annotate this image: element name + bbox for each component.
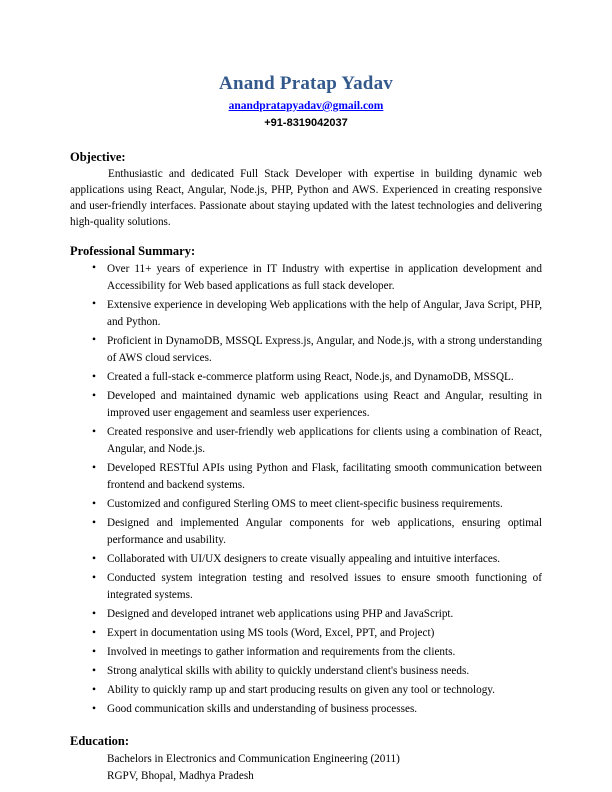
- candidate-name: Anand Pratap Yadav: [219, 73, 393, 94]
- education-degree: Bachelors in Electronics and Communication Engineering (2011): [107, 753, 400, 766]
- professional-summary-list: [70, 261, 542, 718]
- education-entry: [70, 751, 542, 785]
- education-heading: Education:: [70, 734, 130, 749]
- list-item: • Strong analytical skills with ability to quickly understand client's business needs.: [70, 663, 542, 680]
- list-item: • Over 11+ years of experience in IT Industry with expertise in application development and Accessibility for Web based applications as full stack developer.: [70, 261, 542, 295]
- list-item: • Collaborated with UI/UX designers to create visually appealing and intuitive interfaces.: [70, 551, 542, 568]
- list-item: • Customized and configured Sterling OMS to meet client-specific business requirements.: [70, 496, 542, 513]
- list-item: • Ability to quickly ramp up and start producing results on given any tool or technology.: [70, 682, 542, 699]
- list-item: • Created responsive and user-friendly web applications for clients using a combination of React, Angular, and Node.js.: [70, 424, 542, 458]
- objective-heading: Objective:: [70, 150, 126, 165]
- list-item: • Designed and implemented Angular components for web applications, ensuring optimal performance and usability.: [70, 515, 542, 549]
- list-item: • Designed and developed intranet web applications using PHP and JavaScript.: [70, 606, 542, 623]
- list-item: • Developed RESTful APIs using Python and Flask, facilitating smooth communication between frontend and backend systems.: [70, 460, 542, 494]
- resume-header: [0, 0, 612, 130]
- list-item: • Proficient in DynamoDB, MSSQL Express.js, Angular, and Node.js, with a strong understanding of AWS cloud services.: [70, 333, 542, 367]
- list-item: • Created a full-stack e-commerce platform using React, Node.js, and DynamoDB, MSSQL.: [70, 369, 542, 386]
- list-item: • Extensive experience in developing Web applications with the help of Angular, Java Script, PHP, and Python.: [70, 297, 542, 331]
- list-item: • Conducted system integration testing and resolved issues to ensure smooth functioning of integrated systems.: [70, 570, 542, 604]
- phone-number: +91-8319042037: [264, 116, 348, 129]
- education-section: [70, 732, 542, 785]
- list-item: • Developed and maintained dynamic web applications using React and Angular, resulting in improved user engagement and seamless user experiences.: [70, 388, 542, 422]
- list-item: • Good communication skills and understanding of business processes.: [70, 701, 542, 718]
- resume-body: [70, 130, 542, 785]
- education-institution: RGPV, Bhopal, Madhya Pradesh: [107, 770, 254, 783]
- professional-summary-heading: Professional Summary:: [70, 243, 196, 258]
- objective-text: Enthusiastic and dedicated Full Stack Developer with expertise in building dynamic web applications using React, Angular, Node.js, PHP, Python and AWS. Experienced in creating responsive and user-friendly interfaces. Passionate about staying updated with the latest technologies and delivering high-quality solutions.: [70, 168, 542, 228]
- professional-summary-section: [70, 242, 542, 719]
- section-spacer: [70, 720, 542, 732]
- objective-section: [70, 148, 542, 231]
- list-item: • Involved in meetings to gather information and requirements from the clients.: [70, 644, 542, 661]
- list-item: • Expert in documentation using MS tools (Word, Excel, PPT, and Project): [70, 625, 542, 642]
- email-link[interactable]: anandpratapyadav@gmail.com: [228, 99, 384, 112]
